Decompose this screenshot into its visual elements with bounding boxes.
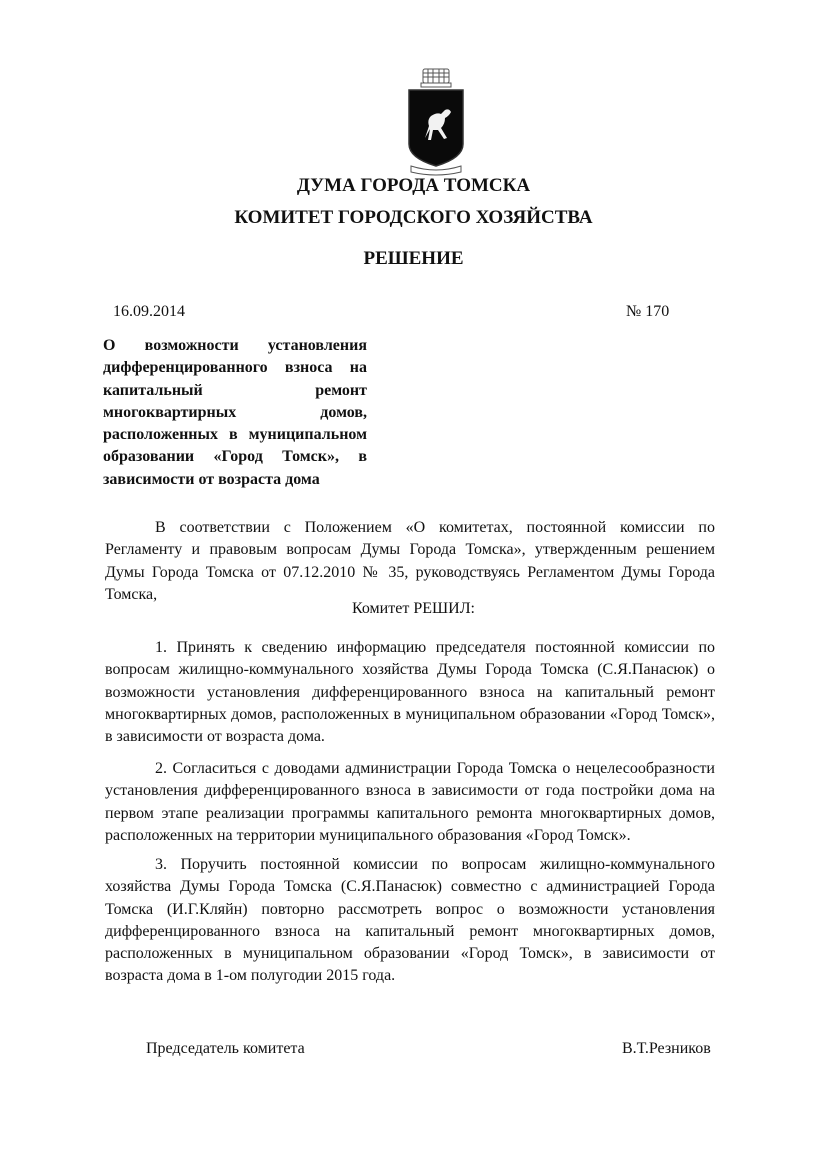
signature-title: Председатель комитета xyxy=(146,1040,305,1057)
resolved-heading: Комитет РЕШИЛ: xyxy=(351,600,475,617)
item-1: 1. Принять к сведению информацию председателя постоянной комиссии по вопросам жилищно-коммунального хозяйства Думы Города Томска (С.Я.Панасюк) о возможности установления дифференцированного взноса на капитальный ремонт многоквартирных домов, расположенных в муниципальном образовании «Город Томск», в зависимости от возраста дома. xyxy=(105,639,715,746)
doc-subject: О возможности установления дифференцированного взноса на капитальный ремонт многоквартирных домов, расположенных в муниципальном образовании «Город Томск», в зависимости от возраста дома xyxy=(103,337,367,488)
doc-type-title: РЕШЕНИЕ xyxy=(363,248,464,269)
signature-name: В.Т.Резников xyxy=(622,1040,711,1057)
doc-date: 16.09.2014 xyxy=(113,303,185,320)
tomsk-coat-of-arms-icon xyxy=(403,66,469,176)
committee-title: КОМИТЕТ ГОРОДСКОГО ХОЗЯЙСТВА xyxy=(234,207,593,228)
org-title: ДУМА ГОРОДА ТОМСКА xyxy=(296,175,531,196)
doc-number: № 170 xyxy=(626,303,670,320)
item-2: 2. Согласиться с доводами администрации Города Томска о нецелесообразности установления дифференцированного взноса в зависимости от года постройки дома на первом этапе реализации программы капитального ремонта многоквартирных домов, расположенных на территории муниципального образования «Город Томск». xyxy=(105,760,715,844)
preamble: В соответствии с Положением «О комитетах, постоянной комиссии по Регламенту и правовым вопросам Думы Города Томска», утвержденным решением Думы Города Томска от 07.12.2010 № 35, руководствуясь Регламентом Думы Города Томска, xyxy=(105,519,715,603)
item-3: 3. Поручить постоянной комиссии по вопросам жилищно-коммунального хозяйства Думы Города Томска (С.Я.Панасюк) совместно с администрацией Города Томска (И.Г.Кляйн) повторно рассмотреть вопрос о возможности установления дифференцированного взноса на капитальный ремонт многоквартирных домов, расположенных в муниципальном образовании «Город Томск», в зависимости от возраста дома в 1-ом полугодии 2015 года. xyxy=(105,856,715,985)
